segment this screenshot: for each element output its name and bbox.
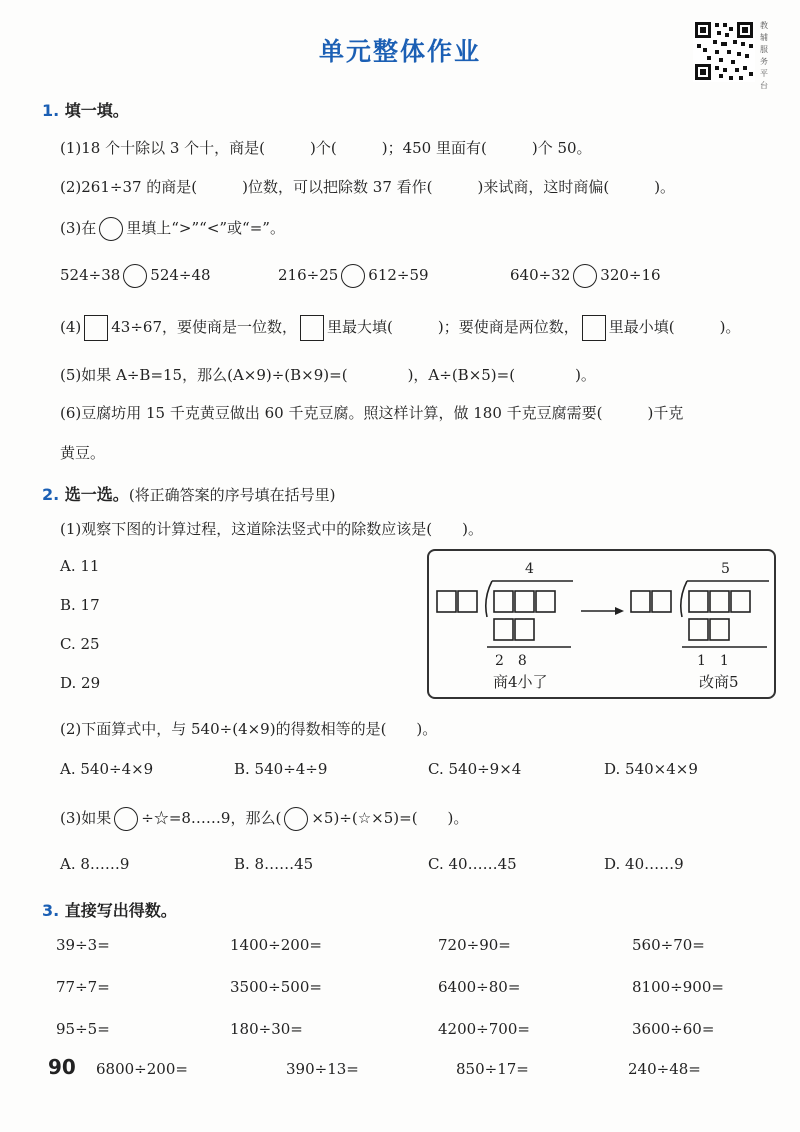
compare-right: 612÷59 [368, 266, 429, 284]
digit-box [536, 591, 555, 612]
s2-q1-option-c[interactable]: C. 25 [60, 635, 100, 653]
calc-item: 850÷17= [456, 1060, 529, 1078]
section-2-note: (将正确答案的序号填在括号里) [128, 486, 336, 504]
s2-q2-option-a[interactable]: A. 540÷4×9 [60, 760, 154, 778]
calc-item: 3600÷60= [632, 1020, 715, 1038]
s2-q3 [60, 807, 468, 831]
qr-caption: 教辅服务平台 [760, 21, 768, 90]
calc-item: 8100÷900= [632, 978, 724, 996]
section-1-number: 1. [42, 101, 60, 120]
answer-circle[interactable] [99, 217, 123, 241]
s2-q3-option-a[interactable]: A. 8……9 [60, 855, 130, 873]
s1-q4-part: (4) [60, 318, 82, 336]
digit-box [689, 619, 708, 640]
compare-right: 524÷48 [150, 266, 211, 284]
compare-item [278, 264, 429, 288]
section-3-title: 直接写出得数。 [64, 901, 177, 920]
section-3-number: 3. [42, 901, 60, 920]
s2-q1-option-b[interactable]: B. 17 [60, 596, 100, 614]
compare-left: 216÷25 [278, 266, 339, 284]
digit-box [710, 591, 729, 612]
digit-box [689, 591, 708, 612]
compare-circle[interactable] [123, 264, 147, 288]
s2-q2-option-c[interactable]: C. 540÷9×4 [428, 760, 522, 778]
answer-circle[interactable] [284, 807, 308, 831]
section-1-title: 填一填。 [64, 101, 129, 120]
left-remainder: 2 8 [495, 653, 527, 669]
calc-item: 95÷5= [56, 1020, 110, 1038]
digit-box [710, 619, 729, 640]
s2-q1-option-a[interactable]: A. 11 [60, 557, 100, 575]
division-diagram [427, 549, 776, 699]
digit-box [515, 619, 534, 640]
answer-box[interactable] [300, 315, 324, 341]
compare-circle[interactable] [341, 264, 365, 288]
s2-q3-part: ÷☆=8……9，那么( [141, 809, 282, 827]
calc-item: 4200÷700= [438, 1020, 530, 1038]
qr-code-icon [693, 20, 755, 82]
s1-q2: (2)261÷37 的商是( )位数，可以把除数 37 看作( )来试商，这时商偏( )。 [60, 178, 676, 196]
calc-item: 6400÷80= [438, 978, 521, 996]
s1-q4-part: 里最大填( )；要使商是两位数， [327, 318, 579, 336]
answer-box[interactable] [582, 315, 606, 341]
s2-q2: (2)下面算式中，与 540÷(4×9)的得数相等的是( )。 [60, 720, 438, 738]
right-remainder: 1 1 [697, 653, 729, 669]
calc-item: 1400÷200= [230, 936, 322, 954]
calc-item: 560÷70= [632, 936, 705, 954]
answer-box[interactable] [84, 315, 108, 341]
calc-item: 180÷30= [230, 1020, 303, 1038]
calc-item: 240÷48= [628, 1060, 701, 1078]
s2-q1: (1)观察下图的计算过程，这道除法竖式中的除数应该是( )。 [60, 520, 483, 538]
s1-q6-line2: 黄豆。 [60, 444, 106, 462]
digit-box [494, 619, 513, 640]
compare-left: 640÷32 [510, 266, 571, 284]
arrow-right-icon [581, 607, 624, 615]
left-caption: 商4小了 [493, 673, 548, 691]
digit-box [652, 591, 671, 612]
right-caption: 改商5 [699, 673, 739, 691]
s1-q5: (5)如果 A÷B=15，那么(A×9)÷(B×9)=( )，A÷(B×5)=( )。 [60, 366, 596, 384]
s1-q3-suffix: 里填上“>”“<”或“=”。 [126, 219, 285, 237]
calc-item: 39÷3= [56, 936, 110, 954]
section-2-title: 选一选。 [64, 485, 129, 504]
section-1-heading [42, 98, 129, 121]
s1-q1: (1)18 个十除以 3 个十，商是( )个( )；450 里面有( )个 50。 [60, 139, 592, 157]
section-2-number: 2. [42, 485, 60, 504]
compare-left: 524÷38 [60, 266, 121, 284]
s1-q4 [60, 315, 740, 341]
compare-right: 320÷16 [600, 266, 661, 284]
digit-box [494, 591, 513, 612]
s1-q3-prefix: (3)在 [60, 219, 97, 237]
calc-item: 3500÷500= [230, 978, 322, 996]
s2-q3-part: (3)如果 [60, 809, 112, 827]
digit-box [631, 591, 650, 612]
digit-box [458, 591, 477, 612]
s2-q2-option-d[interactable]: D. 540×4×9 [604, 760, 698, 778]
s2-q1-option-d[interactable]: D. 29 [60, 674, 101, 692]
s2-q2-option-b[interactable]: B. 540÷4÷9 [234, 760, 328, 778]
s1-q3 [60, 217, 285, 241]
s1-q4-part: 里最小填( )。 [608, 318, 741, 336]
page-number: 90 [48, 1055, 76, 1079]
answer-circle[interactable] [114, 807, 138, 831]
compare-circle[interactable] [573, 264, 597, 288]
digit-box [437, 591, 456, 612]
compare-item [510, 264, 661, 288]
page-title: 单元整体作业 [318, 37, 481, 66]
qr-code[interactable] [693, 20, 755, 82]
s2-q3-option-b[interactable]: B. 8……45 [234, 855, 314, 873]
digit-box [515, 591, 534, 612]
left-quotient: 4 [525, 561, 534, 577]
calc-item: 390÷13= [286, 1060, 359, 1078]
section-2-heading [42, 482, 336, 505]
calc-item: 6800÷200= [96, 1060, 188, 1078]
compare-item [60, 264, 211, 288]
calc-item: 77÷7= [56, 978, 110, 996]
section-3-heading [42, 898, 177, 921]
digit-box [731, 591, 750, 612]
s2-q3-part: ×5)÷(☆×5)=( )。 [311, 809, 469, 827]
calc-item: 720÷90= [438, 936, 511, 954]
s1-q6-line1: (6)豆腐坊用 15 千克黄豆做出 60 千克豆腐。照这样计算，做 180 千克豆腐需要( )千克 [60, 404, 684, 422]
right-quotient: 5 [721, 561, 730, 577]
s1-q4-part: 43÷67，要使商是一位数， [111, 318, 297, 336]
s2-q3-option-c[interactable]: C. 40……45 [428, 855, 517, 873]
s2-q3-option-d[interactable]: D. 40……9 [604, 855, 684, 873]
